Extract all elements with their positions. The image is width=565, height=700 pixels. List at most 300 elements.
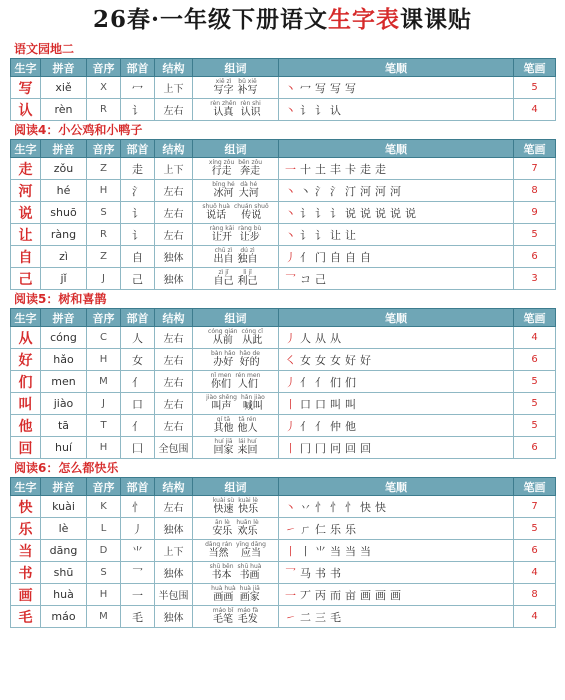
word-group: [212, 520, 232, 538]
word-text: 说话: [206, 209, 227, 221]
word-text: 认真: [213, 106, 234, 118]
word-text: 快速: [213, 503, 234, 515]
character-row: [11, 224, 556, 246]
section-title: 阅读6：怎么都快乐: [14, 461, 119, 475]
stroke-order-cell: [279, 327, 514, 349]
stroke-step: 讠: [315, 206, 330, 220]
section-title: 语文园地二: [14, 42, 75, 56]
stroke-step: 冋: [330, 441, 345, 455]
word-group: [236, 542, 266, 560]
stroke-step: 己: [315, 272, 330, 286]
word-text: 画家: [239, 591, 260, 603]
stroke-step: 画: [360, 588, 375, 602]
word-group: [238, 564, 262, 582]
stroke-step: 忄: [315, 500, 330, 514]
word-pinyin: máo fà: [237, 606, 259, 614]
stroke-step: 乐: [345, 522, 360, 536]
words-cell: [193, 606, 279, 628]
word-text: 写字: [213, 84, 234, 96]
word-group: [210, 564, 234, 582]
stroke-step: 让: [345, 228, 360, 242]
structure-cell: 独体: [155, 268, 193, 290]
stroke-step: ⺌: [315, 544, 330, 558]
header-strokes: 笔顺: [279, 309, 514, 327]
structure-cell: 左右: [155, 99, 193, 121]
pinyin-cell: huà: [41, 584, 87, 606]
pinyin-cell: máo: [41, 606, 87, 628]
letter-cell: H: [87, 180, 121, 202]
words-cell: [193, 584, 279, 606]
pinyin-cell: lè: [41, 518, 87, 540]
stroke-step: 丆: [300, 588, 315, 602]
letter-cell: R: [87, 99, 121, 121]
word-text: 办好: [213, 356, 234, 368]
stroke-count-cell: 8: [514, 584, 556, 606]
stroke-step: 讠: [300, 103, 315, 117]
stroke-step: 丶: [300, 184, 315, 198]
word-group: [239, 182, 259, 200]
stroke-order-cell: [279, 349, 514, 371]
stroke-count-cell: 5: [514, 77, 556, 99]
header-char: 生字: [11, 309, 41, 327]
stroke-order-cell: [279, 562, 514, 584]
words-cell: [193, 202, 279, 224]
radical-cell: 己: [121, 268, 155, 290]
word-text: 应当: [240, 547, 261, 559]
pinyin-cell: tā: [41, 415, 87, 437]
stroke-step: 快: [360, 500, 375, 514]
words-cell: [193, 158, 279, 180]
stroke-step: 口: [300, 397, 315, 411]
pinyin-cell: rèn: [41, 99, 87, 121]
header-count: 笔画: [514, 59, 556, 77]
word-text: 来回: [237, 444, 258, 456]
stroke-step: 河: [360, 184, 375, 198]
header-char: 生字: [11, 59, 41, 77]
pinyin-cell: hǎo: [41, 349, 87, 371]
word-pinyin: ràng kāi: [209, 224, 235, 232]
words-cell: [193, 496, 279, 518]
character-row: [11, 562, 556, 584]
stroke-order-cell: [279, 415, 514, 437]
word-pinyin: rén men: [235, 371, 261, 379]
pinyin-cell: huí: [41, 437, 87, 459]
stroke-step: ㇛: [285, 353, 300, 367]
stroke-step: 走: [375, 162, 390, 176]
header-radical: 部首: [121, 478, 155, 496]
header-radical: 部首: [121, 140, 155, 158]
word-pinyin: huà jiā: [239, 584, 260, 592]
stroke-step: 冖: [300, 81, 315, 95]
character-row: [11, 393, 556, 415]
word-group: [214, 439, 234, 457]
word-pinyin: kuài sù: [212, 496, 235, 504]
stroke-step: 们: [330, 375, 345, 389]
title-highlight: 生字表: [328, 6, 400, 33]
character-row: [11, 268, 556, 290]
radical-cell: 亻: [121, 415, 155, 437]
radical-cell: 自: [121, 246, 155, 268]
stroke-count-cell: 4: [514, 99, 556, 121]
header-row: [11, 59, 556, 77]
stroke-step: 丶: [285, 500, 300, 514]
stroke-step: 氵: [315, 184, 330, 198]
stroke-step: 当: [345, 544, 360, 558]
header-row: [11, 309, 556, 327]
word-text: 喊叫: [242, 400, 263, 412]
word-pinyin: shū huà: [237, 562, 262, 570]
structure-cell: 左右: [155, 349, 193, 371]
header-row: [11, 140, 556, 158]
character-row: [11, 415, 556, 437]
word-group: [237, 608, 258, 626]
word-group: [213, 498, 234, 516]
words-cell: [193, 540, 279, 562]
word-pinyin: nǐ men: [210, 371, 232, 379]
words-cell: [193, 349, 279, 371]
word-text: 欢乐: [237, 525, 258, 537]
word-pinyin: tā rén: [238, 415, 257, 423]
word-group: [236, 520, 258, 538]
structure-cell: 左右: [155, 202, 193, 224]
letter-cell: Z: [87, 158, 121, 180]
letter-cell: D: [87, 540, 121, 562]
header-strokes: 笔顺: [279, 140, 514, 158]
word-group: [238, 439, 258, 457]
word-pinyin: hǎo de: [239, 349, 260, 357]
stroke-step: 丶: [285, 206, 300, 220]
pinyin-cell: cóng: [41, 327, 87, 349]
word-group: [238, 417, 258, 435]
stroke-count-cell: 5: [514, 224, 556, 246]
character-row: [11, 518, 556, 540]
stroke-step: 丰: [330, 162, 345, 176]
word-text: 你们: [210, 378, 231, 390]
character-cell: 从: [11, 327, 41, 349]
stroke-count-cell: 5: [514, 371, 556, 393]
words-cell: [193, 327, 279, 349]
word-text: 好的: [239, 356, 260, 368]
word-group: [238, 226, 261, 244]
stroke-step: 丨: [285, 397, 300, 411]
radical-cell: 讠: [121, 224, 155, 246]
header-letter: 音序: [87, 309, 121, 327]
stroke-step: 而: [330, 588, 345, 602]
stroke-step: 回: [360, 441, 375, 455]
word-text: 行走: [211, 165, 232, 177]
stroke-order-cell: [279, 246, 514, 268]
stroke-step: ㇀: [285, 610, 300, 624]
letter-cell: Z: [87, 246, 121, 268]
character-cell: 乐: [11, 518, 41, 540]
word-text: 认识: [240, 106, 261, 118]
character-cell: 回: [11, 437, 41, 459]
stroke-step: 当: [360, 544, 375, 558]
letter-cell: H: [87, 349, 121, 371]
stroke-count-cell: 3: [514, 268, 556, 290]
section: [10, 290, 555, 459]
word-text: 当然: [208, 547, 229, 559]
word-group: [202, 204, 230, 222]
character-cell: 自: [11, 246, 41, 268]
stroke-step: 亻: [315, 375, 330, 389]
stroke-order-cell: [279, 180, 514, 202]
word-pinyin: rèn zhēn: [210, 99, 237, 107]
stroke-order-cell: [279, 584, 514, 606]
words-cell: [193, 518, 279, 540]
stroke-order-cell: [279, 371, 514, 393]
words-cell: [193, 77, 279, 99]
stroke-order-cell: [279, 158, 514, 180]
word-text: 书本: [211, 569, 232, 581]
stroke-count-cell: 6: [514, 437, 556, 459]
word-text: 出自: [213, 253, 234, 265]
stroke-step: 讠: [315, 103, 330, 117]
stroke-count-cell: 9: [514, 202, 556, 224]
stroke-step: 从: [330, 331, 345, 345]
stroke-step: 冂: [300, 441, 315, 455]
stroke-step: 当: [330, 544, 345, 558]
stroke-count-cell: 4: [514, 327, 556, 349]
stroke-step: 口: [315, 397, 330, 411]
radical-cell: 走: [121, 158, 155, 180]
stroke-step: ㇀: [285, 522, 300, 536]
stroke-order-cell: [279, 268, 514, 290]
word-group: [211, 586, 235, 604]
stroke-step: 让: [330, 228, 345, 242]
stroke-step: 丷: [300, 500, 315, 514]
stroke-step: 女: [330, 353, 345, 367]
character-cell: 当: [11, 540, 41, 562]
pinyin-cell: xiě: [41, 77, 87, 99]
stroke-step: 好: [360, 353, 375, 367]
word-text: 大河: [238, 187, 259, 199]
character-cell: 走: [11, 158, 41, 180]
header-char: 生字: [11, 140, 41, 158]
word-text: 从此: [242, 334, 263, 346]
stroke-step: 写: [330, 81, 345, 95]
word-group: [234, 204, 269, 222]
stroke-step: 走: [360, 162, 375, 176]
stroke-step: 快: [375, 500, 390, 514]
stroke-step: 亻: [300, 419, 315, 433]
stroke-step: 卡: [345, 162, 360, 176]
stroke-step: 讠: [315, 228, 330, 242]
word-pinyin: dú zì: [240, 246, 255, 254]
word-group: [214, 417, 234, 435]
section: [10, 40, 555, 121]
word-pinyin: cóng qián: [208, 327, 238, 335]
stroke-step: 叫: [330, 397, 345, 411]
stroke-step: 忄: [345, 500, 360, 514]
word-group: [213, 608, 234, 626]
character-cell: 快: [11, 496, 41, 518]
stroke-step: 二: [300, 610, 315, 624]
structure-cell: 左右: [155, 224, 193, 246]
pinyin-cell: dāng: [41, 540, 87, 562]
stroke-step: 土: [315, 162, 330, 176]
word-pinyin: qí tā: [216, 415, 231, 423]
radical-cell: 丿: [121, 518, 155, 540]
word-pinyin: shū běn: [209, 562, 234, 570]
character-cell: 叫: [11, 393, 41, 415]
stroke-step: 说: [360, 206, 375, 220]
stroke-step: 乛: [285, 566, 300, 580]
words-cell: [193, 246, 279, 268]
structure-cell: 上下: [155, 158, 193, 180]
radical-cell: 乛: [121, 562, 155, 584]
header-count: 笔画: [514, 478, 556, 496]
pinyin-cell: kuài: [41, 496, 87, 518]
word-text: 叫声: [211, 400, 232, 412]
word-group: [238, 248, 258, 266]
word-group: [211, 351, 235, 369]
header-row: [11, 478, 556, 496]
stroke-count-cell: 5: [514, 415, 556, 437]
stroke-step: 讠: [300, 206, 315, 220]
word-pinyin: yīng dāng: [236, 540, 266, 548]
stroke-order-cell: [279, 77, 514, 99]
character-cell: 让: [11, 224, 41, 246]
word-text: 毛发: [237, 613, 258, 625]
stroke-step: 女: [315, 353, 330, 367]
stroke-step: 说: [405, 206, 420, 220]
stroke-step: 门: [315, 250, 330, 264]
character-cell: 画: [11, 584, 41, 606]
word-text: 冰河: [213, 187, 234, 199]
word-text: 让步: [239, 231, 260, 243]
radical-cell: 冖: [121, 77, 155, 99]
stroke-step: 书: [315, 566, 330, 580]
character-row: [11, 496, 556, 518]
word-text: 快乐: [238, 503, 259, 515]
word-group: [238, 498, 258, 516]
stroke-step: 说: [390, 206, 405, 220]
word-text: 让开: [211, 231, 232, 243]
word-pinyin: xiě zì: [215, 77, 232, 85]
words-cell: [193, 99, 279, 121]
stroke-step: 讠: [300, 228, 315, 242]
character-cell: 们: [11, 371, 41, 393]
structure-cell: 上下: [155, 77, 193, 99]
letter-cell: M: [87, 371, 121, 393]
stroke-step: 叫: [345, 397, 360, 411]
stroke-step: 人: [300, 331, 315, 345]
header-pinyin: 拼音: [41, 309, 87, 327]
word-pinyin: zì jǐ: [218, 268, 229, 276]
character-row: [11, 246, 556, 268]
structure-cell: 左右: [155, 393, 193, 415]
stroke-step: 冂: [315, 441, 330, 455]
word-group: [238, 270, 258, 288]
word-text: 人们: [237, 378, 258, 390]
stroke-step: 丶: [285, 228, 300, 242]
word-text: 补写: [237, 84, 258, 96]
character-row: [11, 327, 556, 349]
letter-cell: S: [87, 202, 121, 224]
character-table: [10, 58, 556, 121]
sections-container: [0, 40, 565, 628]
word-text: 其他: [213, 422, 234, 434]
header-char: 生字: [11, 478, 41, 496]
stroke-step: 他: [345, 419, 360, 433]
character-table: [10, 139, 556, 290]
structure-cell: 左右: [155, 415, 193, 437]
structure-cell: 全包围: [155, 437, 193, 459]
stroke-step: 亻: [300, 375, 315, 389]
word-group: [235, 373, 260, 391]
stroke-step: 河: [390, 184, 405, 198]
section: [10, 459, 555, 628]
stroke-step: 丙: [315, 588, 330, 602]
word-pinyin: chū zì: [214, 246, 233, 254]
character-cell: 说: [11, 202, 41, 224]
character-row: [11, 99, 556, 121]
title-prefix: 26春·一年级下册语文: [92, 6, 328, 33]
word-group: [209, 160, 234, 178]
header-letter: 音序: [87, 59, 121, 77]
header-structure: 结构: [155, 59, 193, 77]
word-pinyin: bǔ xiě: [238, 77, 257, 85]
stroke-step: 丨: [285, 544, 300, 558]
stroke-count-cell: 6: [514, 540, 556, 562]
word-pinyin: ràng bù: [238, 224, 262, 232]
structure-cell: 独体: [155, 606, 193, 628]
word-group: [214, 270, 234, 288]
letter-cell: L: [87, 518, 121, 540]
stroke-step: 写: [315, 81, 330, 95]
stroke-step: 回: [345, 441, 360, 455]
header-words: 组词: [193, 59, 279, 77]
character-cell: 好: [11, 349, 41, 371]
stroke-order-cell: [279, 606, 514, 628]
stroke-order-cell: [279, 393, 514, 415]
pinyin-cell: men: [41, 371, 87, 393]
word-text: 从前: [212, 334, 233, 346]
stroke-step: 们: [345, 375, 360, 389]
stroke-step: 亻: [315, 419, 330, 433]
stroke-step: 讠: [330, 206, 345, 220]
character-row: [11, 202, 556, 224]
word-pinyin: chuán shuō: [233, 202, 269, 210]
words-cell: [193, 562, 279, 584]
radical-cell: 氵: [121, 180, 155, 202]
pinyin-cell: zǒu: [41, 158, 87, 180]
stroke-step: 画: [375, 588, 390, 602]
radical-cell: 忄: [121, 496, 155, 518]
stroke-step: 女: [300, 353, 315, 367]
words-cell: [193, 415, 279, 437]
stroke-order-cell: [279, 437, 514, 459]
word-pinyin: dāng rán: [205, 540, 233, 548]
words-cell: [193, 437, 279, 459]
word-group: [239, 351, 260, 369]
letter-cell: S: [87, 562, 121, 584]
letter-cell: K: [87, 496, 121, 518]
word-pinyin: bēn zǒu: [238, 158, 263, 166]
stroke-step: 书: [330, 566, 345, 580]
section: [10, 121, 555, 290]
word-group: [206, 395, 237, 413]
word-pinyin: shuō huà: [202, 202, 230, 210]
pinyin-cell: ràng: [41, 224, 87, 246]
character-cell: 毛: [11, 606, 41, 628]
title-suffix: 课课贴: [400, 6, 472, 33]
stroke-step: 自: [345, 250, 360, 264]
stroke-step: 丶: [285, 103, 300, 117]
stroke-step: 丿: [285, 419, 300, 433]
letter-cell: J: [87, 268, 121, 290]
